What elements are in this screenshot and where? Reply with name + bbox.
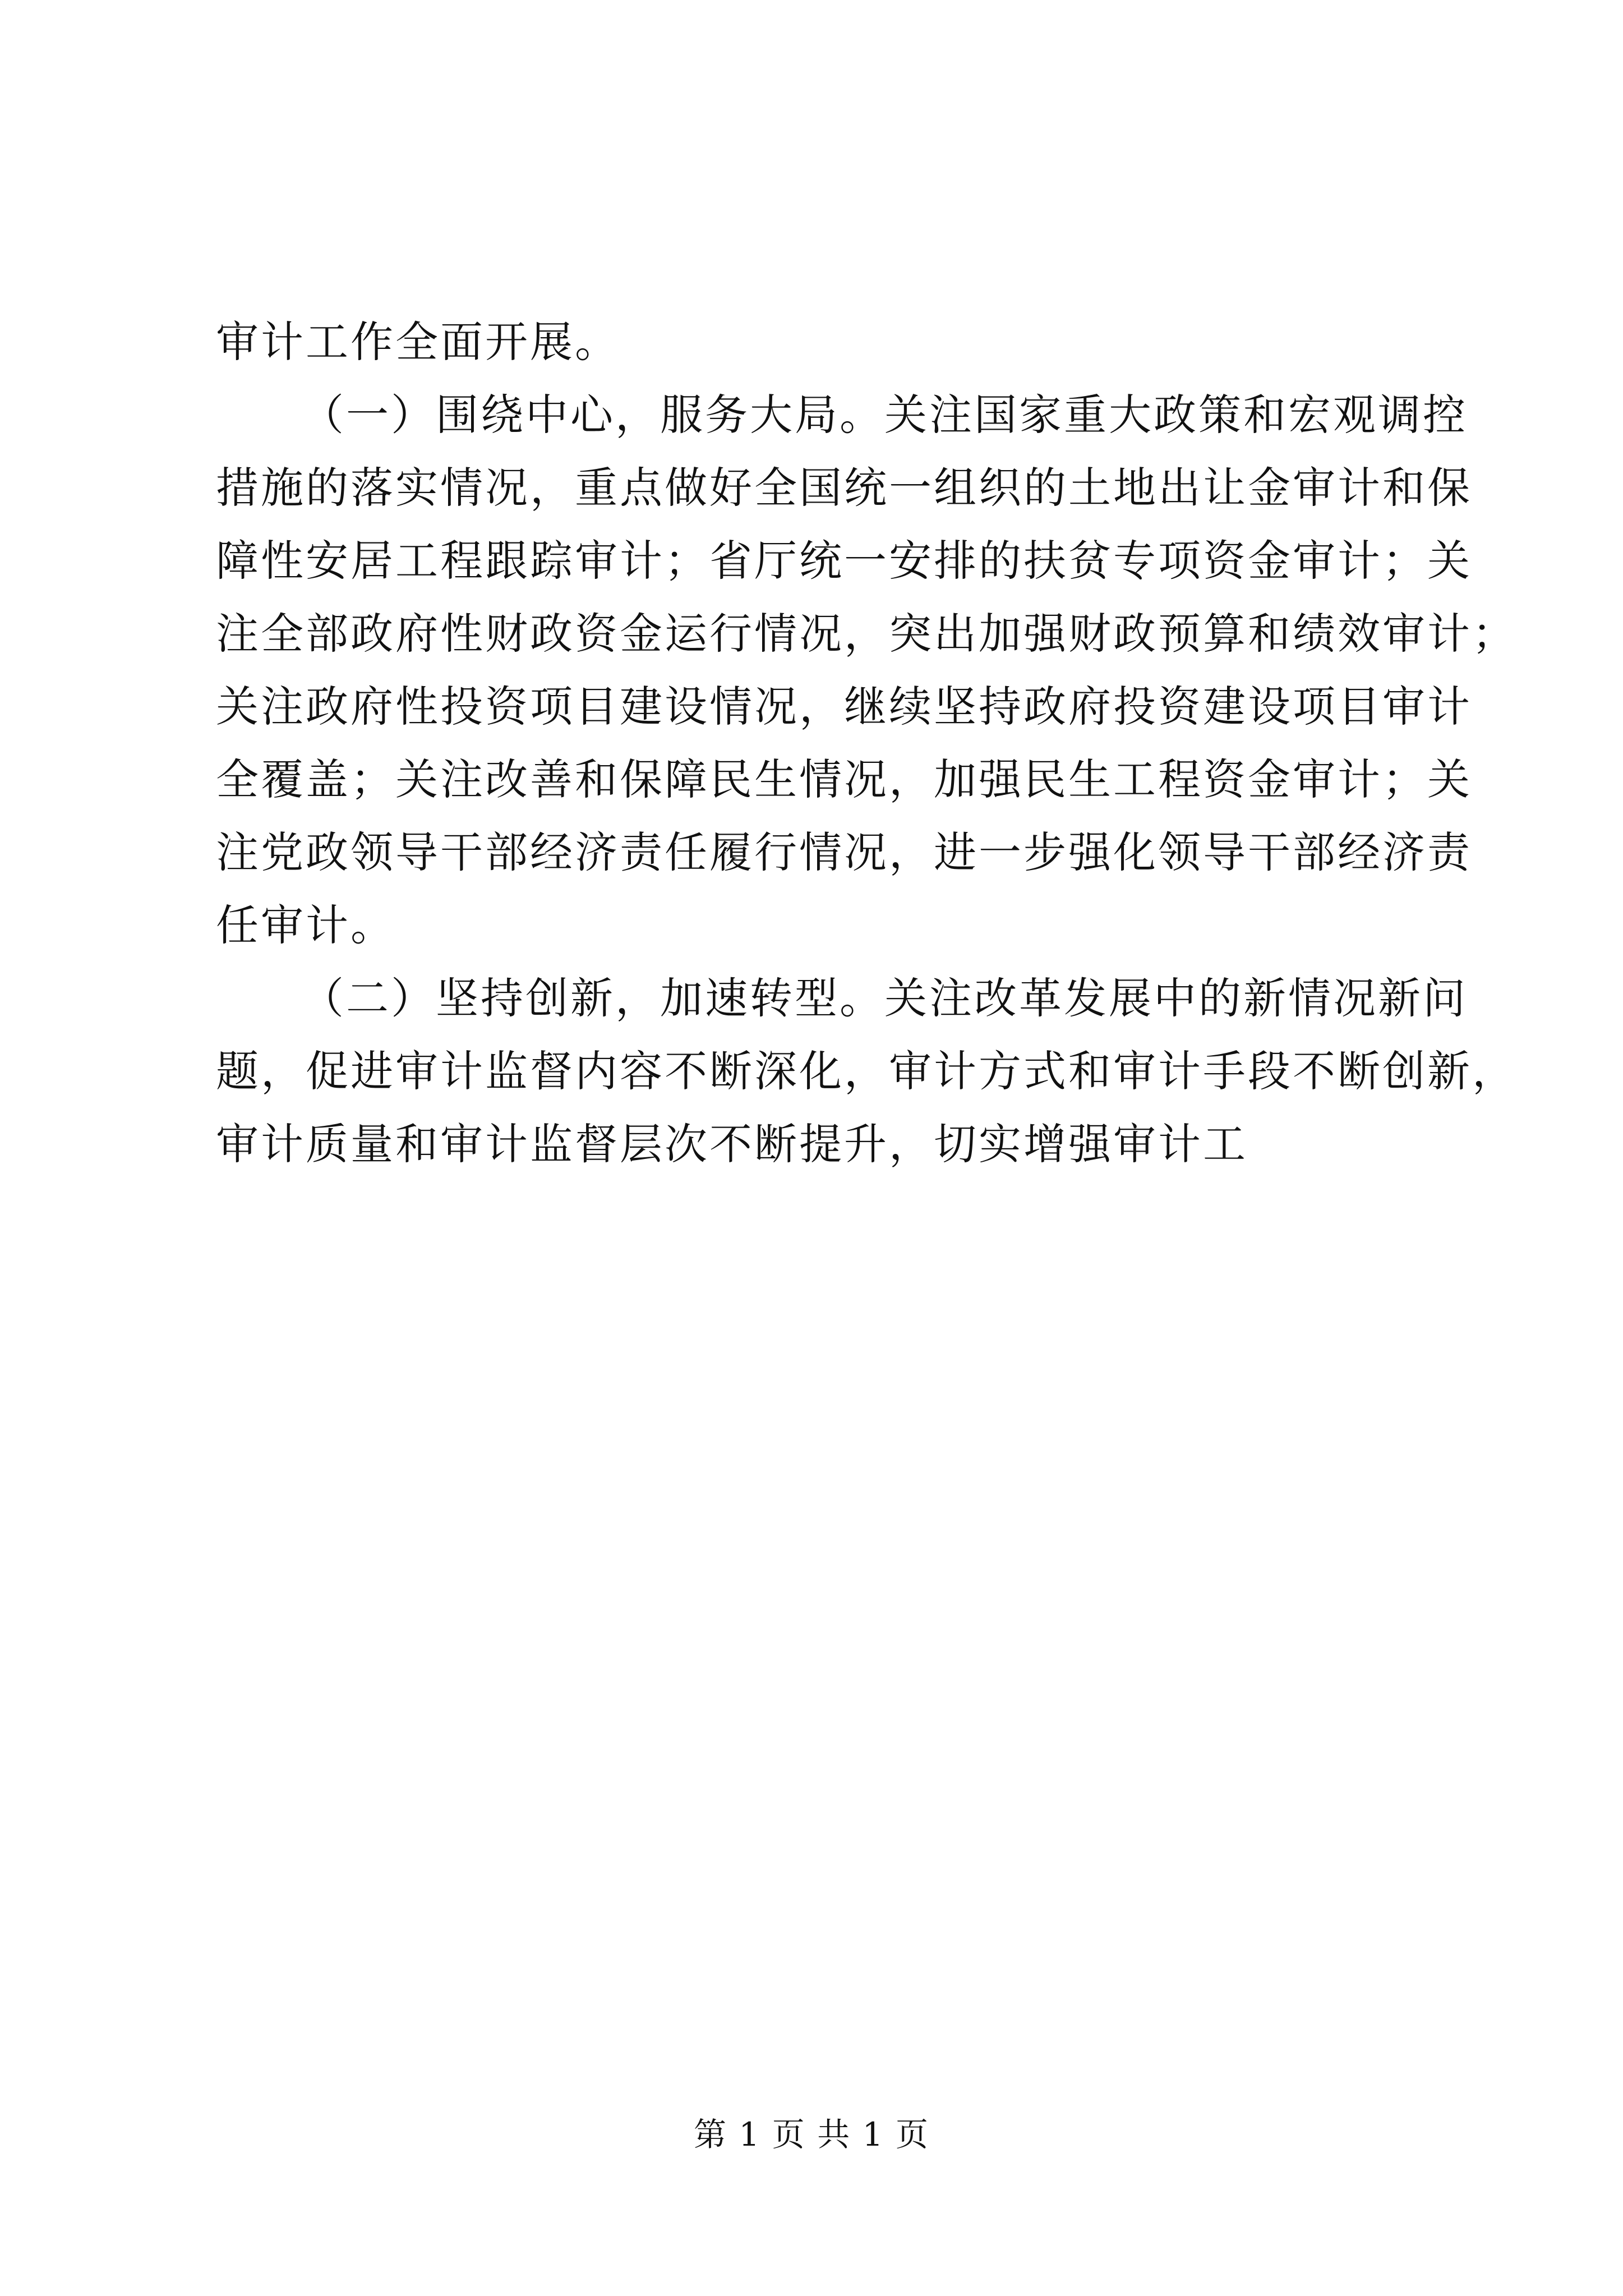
paragraph-2-line-7: 注党政领导干部经济责任履行情况，进一步强化领导干部经济责: [216, 827, 1472, 877]
paragraph-2-line-3: 障性安居工程跟踪审计；省厅统一安排的扶贫专项资金审计；关: [216, 536, 1472, 586]
paragraph-2-line-5: 关注政府性投资项目建设情况，继续坚持政府投资建设项目审计: [216, 682, 1472, 731]
paragraph-1-line-1: 审计工作全面开展。: [216, 317, 620, 367]
paragraph-3-line-3: 审计质量和审计监督层次不断提升，切实增强审计工: [216, 1119, 1248, 1169]
paragraph-2-line-6: 全覆盖；关注改善和保障民生情况，加强民生工程资金审计；关: [216, 754, 1472, 804]
paragraph-3-line-2: 题，促进审计监督内容不断深化，审计方式和审计手段不断创新，: [216, 1046, 1517, 1096]
paragraph-2-line-4: 注全部政府性财政资金运行情况，突出加强财政预算和绩效审计；: [216, 609, 1517, 659]
paragraph-3-line-1: （二）坚持创新，加速转型。关注改革发展中的新情况新问: [301, 973, 1468, 1023]
paragraph-2-line-8: 任审计。: [216, 900, 395, 950]
paragraph-2-line-2: 措施的落实情况，重点做好全国统一组织的土地出让金审计和保: [216, 463, 1472, 513]
paragraph-2-line-1: （一）围绕中心，服务大局。关注国家重大政策和宏观调控: [301, 390, 1468, 440]
page-number-footer: 第 1 页 共 1 页: [694, 2115, 929, 2154]
